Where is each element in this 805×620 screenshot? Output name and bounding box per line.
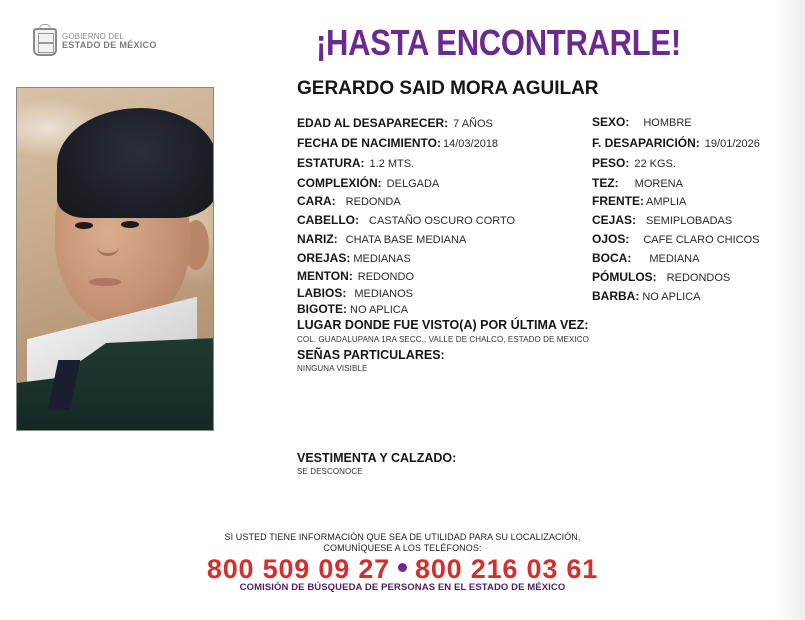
detail-beard: BARBA: NO APLICA: [592, 289, 701, 303]
last-seen-value: COL. GUADALUPANA 1RA SECC., VALLE DE CHALCO, ESTADO DE MEXICO: [297, 335, 589, 344]
detail-lips: LABIOS: MEDIANOS: [297, 286, 414, 300]
government-logo: [33, 28, 157, 56]
detail-eyebrows: CEJAS: SEMIPLOBADAS: [592, 213, 733, 227]
detail-face: CARA: REDONDA: [297, 194, 401, 208]
last-seen-heading: LUGAR DONDE FUE VISTO(A) POR ÚLTIMA VEZ:: [297, 318, 589, 332]
phone-number-2[interactable]: 800 216 03 61: [415, 554, 599, 584]
clothing-heading: VESTIMENTA Y CALZADO:: [297, 451, 457, 465]
detail-skin: TEZ: MORENA: [592, 176, 683, 190]
detail-height: ESTATURA: 1.2 MTS.: [297, 156, 415, 170]
logo-line-2: ESTADO DE MÉXICO: [62, 40, 157, 51]
logo-line-1: GOBIERNO DEL: [62, 32, 125, 42]
page-edge-shadow: [773, 0, 805, 620]
agency-name: COMISIÓN DE BÚSQUEDA DE PERSONAS EN EL ESTADO DE MÉXICO: [239, 582, 566, 593]
detail-mustache: BIGOTE: NO APLICA: [297, 302, 409, 316]
clothing-value: SE DESCONOCE: [297, 467, 363, 476]
phone-number-1[interactable]: 800 509 09 27: [206, 554, 390, 584]
contact-info-line-1: SI USTED TIENE INFORMACIÓN QUE SEA DE UTILIDAD PARA SU LOCALIZACIÓN,: [224, 532, 581, 542]
detail-weight: PESO: 22 KGS.: [592, 156, 676, 170]
state-coat-of-arms-icon: [33, 28, 57, 56]
contact-info-line-2: COMUNÍQUESE A LOS TELÉFONOS:: [323, 543, 482, 553]
detail-build: COMPLEXIÓN: DELGADA: [297, 176, 440, 190]
person-photo: [16, 87, 214, 431]
detail-ears: OREJAS: MEDIANAS: [297, 251, 411, 265]
detail-chin: MENTON: REDONDO: [297, 269, 415, 283]
person-name: GERARDO SAID MORA AGUILAR: [297, 78, 599, 99]
detail-nose: NARIZ: CHATA BASE MEDIANA: [297, 232, 467, 246]
detail-eyes: OJOS: CAFE CLARO CHICOS: [592, 232, 760, 246]
detail-disappearance-date: F. DESAPARICIÓN: 19/01/2026: [592, 136, 760, 150]
marks-heading: SEÑAS PARTICULARES:: [297, 348, 445, 362]
phone-numbers: [0, 554, 805, 585]
detail-cheekbones: PÓMULOS: REDONDOS: [592, 270, 731, 284]
detail-mouth: BOCA: MEDIANA: [592, 251, 700, 265]
detail-age: EDAD AL DESAPARECER: 7 AÑOS: [297, 116, 493, 130]
poster-title: ¡HASTA ENCONTRARLE!: [316, 22, 681, 63]
detail-forehead: FRENTE: AMPLIA: [592, 194, 687, 208]
detail-birthdate: FECHA DE NACIMIENTO: 14/03/2018: [297, 136, 499, 150]
bullet-separator-icon: [398, 563, 407, 572]
marks-value: NINGUNA VISIBLE: [297, 364, 368, 373]
detail-hair: CABELLO: CASTAÑO OSCURO CORTO: [297, 213, 516, 227]
detail-sex: SEXO: HOMBRE: [592, 115, 692, 129]
